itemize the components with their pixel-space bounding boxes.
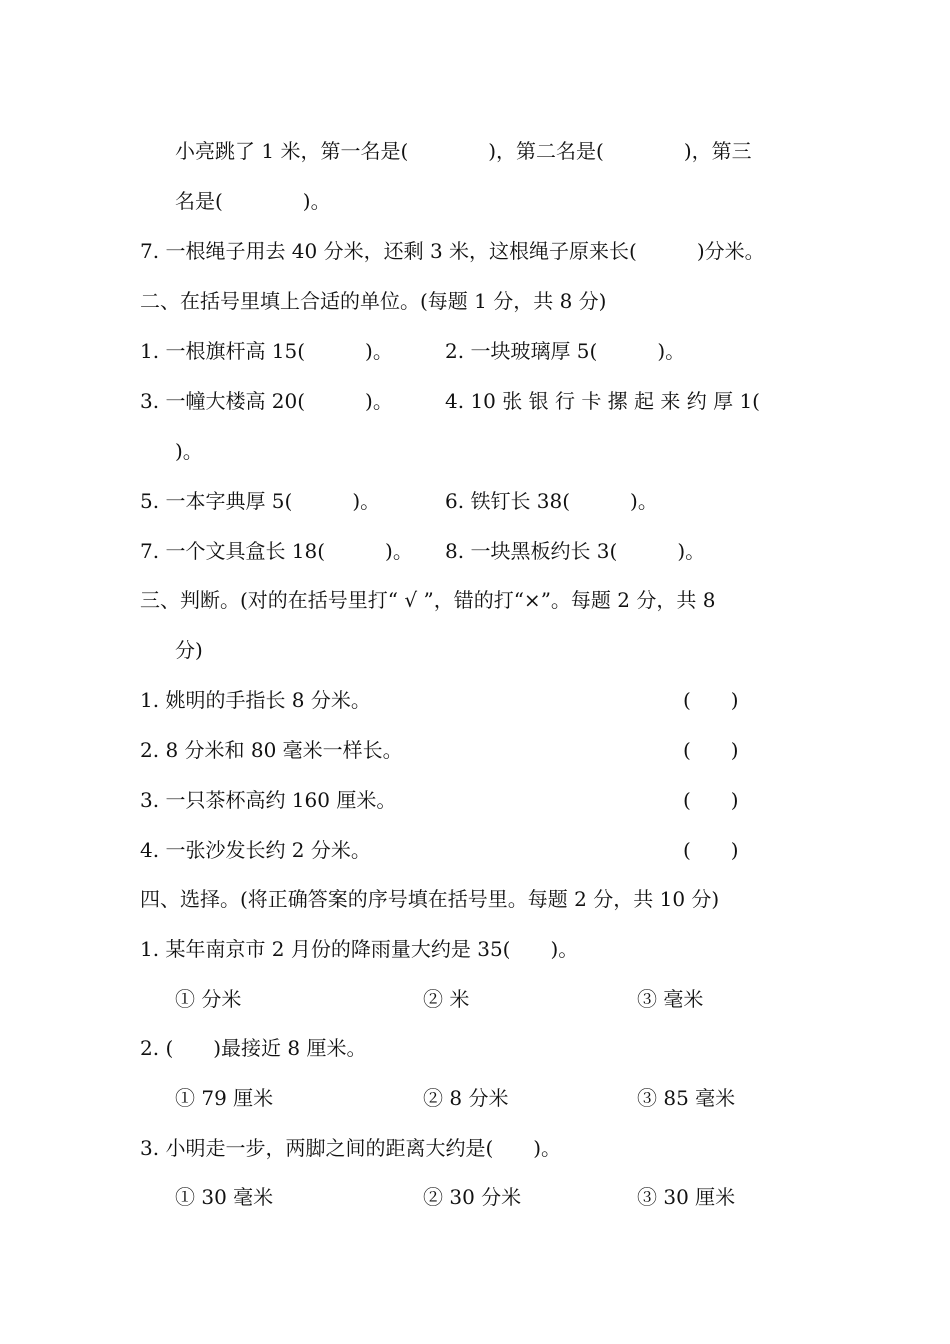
s2-item-8: 8. 一块黑板约长 3( )。 — [445, 539, 706, 563]
s3-answer-paren-2: ( ) — [683, 738, 739, 762]
s4-q2-option-1: ① 79 厘米 — [175, 1086, 274, 1110]
s2-item-3: 3. 一幢大楼高 20( )。 — [140, 389, 393, 413]
s4-q2-option-3: ③ 85 毫米 — [637, 1086, 736, 1110]
s4-q1-option-2: ② 米 — [423, 987, 470, 1011]
s2-item-1: 1. 一根旗杆高 15( )。 — [140, 339, 393, 363]
s3-item-4: 4. 一张沙发长约 2 分米。 — [140, 838, 371, 862]
s2-item-4-continued: )。 — [175, 439, 203, 463]
s2-item-5: 5. 一本字典厚 5( )。 — [140, 489, 381, 513]
section-3-title: 三、判断。(对的在括号里打“ √ ”，错的打“×”。每题 2 分，共 8 — [140, 588, 716, 612]
q6-continued-line2: 名是( )。 — [175, 189, 331, 213]
s3-answer-paren-3: ( ) — [683, 788, 739, 812]
s2-item-4: 4. 10 张 银 行 卡 摞 起 来 约 厚 1( — [445, 389, 760, 413]
s3-item-1: 1. 姚明的手指长 8 分米。 — [140, 688, 371, 712]
s4-q3-stem: 3. 小明走一步，两脚之间的距离大约是( )。 — [140, 1136, 562, 1160]
s4-q3-option-2: ② 30 分米 — [423, 1185, 522, 1209]
s4-q2-option-2: ② 8 分米 — [423, 1086, 509, 1110]
s2-item-2: 2. 一块玻璃厚 5( )。 — [445, 339, 686, 363]
section-2-title: 二、在括号里填上合适的单位。(每题 1 分，共 8 分) — [140, 289, 607, 313]
s4-q1-stem: 1. 某年南京市 2 月份的降雨量大约是 35( )。 — [140, 937, 579, 961]
s4-q3-option-1: ① 30 毫米 — [175, 1185, 274, 1209]
question-7: 7. 一根绳子用去 40 分米，还剩 3 米，这根绳子原来长( )分米。 — [140, 239, 765, 263]
s3-item-2: 2. 8 分米和 80 毫米一样长。 — [140, 738, 403, 762]
section-3-title-continued: 分) — [175, 638, 203, 662]
s4-q1-option-3: ③ 毫米 — [637, 987, 704, 1011]
s4-q2-stem: 2. ( )最接近 8 厘米。 — [140, 1036, 367, 1060]
s3-item-3: 3. 一只茶杯高约 160 厘米。 — [140, 788, 397, 812]
q6-continued-line1: 小亮跳了 1 米，第一名是( )，第二名是( )，第三 — [175, 139, 752, 163]
s3-answer-paren-4: ( ) — [683, 838, 739, 862]
s4-q3-option-3: ③ 30 厘米 — [637, 1185, 736, 1209]
section-4-title: 四、选择。(将正确答案的序号填在括号里。每题 2 分，共 10 分) — [140, 887, 720, 911]
s2-item-6: 6. 铁钉长 38( )。 — [445, 489, 658, 513]
s2-item-7: 7. 一个文具盒长 18( )。 — [140, 539, 413, 563]
s3-answer-paren-1: ( ) — [683, 688, 739, 712]
s4-q1-option-1: ① 分米 — [175, 987, 242, 1011]
